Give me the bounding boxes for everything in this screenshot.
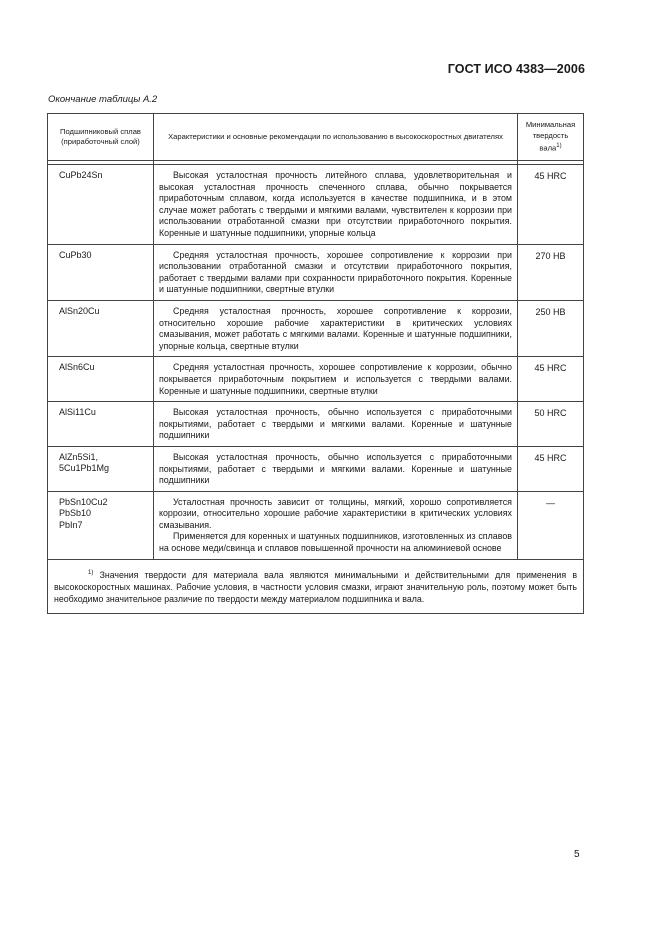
table-row <box>48 402 584 447</box>
alloy-name: AlZn5Si1, <box>59 451 99 462</box>
description-cell <box>154 491 518 559</box>
alloy-cell <box>48 165 154 245</box>
alloy-name: CuPb24Sn <box>59 170 103 181</box>
hardness-cell: 45 HRC <box>518 165 584 245</box>
footnote-ref: 1) <box>556 143 562 149</box>
hardness-cell: — <box>518 491 584 559</box>
alloy-cell <box>48 402 154 447</box>
alloy-name: AlSn20Cu <box>59 305 100 316</box>
description-paragraph: Высокая усталостная прочность, обычно используется с приработочными покрытиями, работает с твердыми и мягкими валами. Коренные и шатунные подшипники <box>159 407 512 441</box>
table-caption: Окончание таблицы А.2 <box>48 94 158 105</box>
alloy-name: PbSn10Cu2 <box>59 496 108 507</box>
description-cell <box>154 244 518 300</box>
header-hardness <box>518 114 584 161</box>
alloy-cell <box>48 491 154 559</box>
alloy-cell <box>48 244 154 300</box>
description-paragraph: Применяется для коренных и шатунных подшипников, изготовленных из сплавов на основе меди/свинца и сплавов повышенной прочности на алюминиевой основе <box>159 531 512 554</box>
table-row <box>48 357 584 402</box>
alloy-cell <box>48 446 154 491</box>
footnote-cell <box>48 559 584 613</box>
description-cell <box>154 446 518 491</box>
description-paragraph: Усталостная прочность зависит от толщины, мягкий, хорошо сопротивляется коррозии, относительно хорошие рабочие характеристики в критических условиях смазывания. <box>159 496 512 530</box>
footnote-marker: 1) <box>88 569 94 576</box>
description-cell <box>154 300 518 356</box>
table-row <box>48 446 584 491</box>
hardness-cell: 45 HRC <box>518 446 584 491</box>
hardness-cell: 250 HB <box>518 300 584 356</box>
table-row <box>48 244 584 300</box>
alloy-name: AlSn6Cu <box>59 362 95 373</box>
alloy-name: PbIn7 <box>59 519 83 530</box>
description-paragraph: Средняя усталостная прочность, хорошее сопротивление к коррозии при использовании отработанной смазки и отсутствии приработочного покрытия, работает с твердыми валами при сохранности приработочного покрытия. Коренные и шатунные подшипники, свертные втулки <box>159 249 512 295</box>
hardness-cell: 270 HB <box>518 244 584 300</box>
table-header-row <box>48 114 584 161</box>
hardness-cell: 50 HRC <box>518 402 584 447</box>
description-cell <box>154 165 518 245</box>
description-paragraph: Высокая усталостная прочность, обычно используется с приработочными покрытиями, работает с твердыми и мягкими валами. Коренные и шатунные подшипники <box>159 451 512 486</box>
alloy-cell <box>48 300 154 356</box>
table-row <box>48 300 584 356</box>
header-characteristics: Характеристики и основные рекомендации по использованию в высокоскоростных двигателях <box>154 114 518 161</box>
alloy-name: AlSi11Cu <box>59 407 96 418</box>
header-alloy: Подшипниковый сплав (приработочный слой) <box>48 114 154 161</box>
alloy-name: PbSb10 <box>59 508 92 519</box>
alloy-name: CuPb30 <box>59 249 92 260</box>
alloys-table <box>47 113 584 614</box>
description-cell <box>154 357 518 402</box>
alloy-cell <box>48 357 154 402</box>
hardness-cell: 45 HRC <box>518 357 584 402</box>
header-hardness-label: Минимальная твердость вала <box>525 120 576 153</box>
footnote-row <box>48 559 584 613</box>
description-cell <box>154 402 518 447</box>
alloy-name: 5Cu1Pb1Mg <box>59 463 110 474</box>
footnote-text: Значения твердости для материала вала являются минимальными и действительными для применения в высокоскоростных машинах. Рабочие условия, в частности условия смазки, играют значительную роль, поэтому может быть необходимо значительное различие по твердости между материалом подшипника и вала. <box>54 569 577 604</box>
document-title: ГОСТ ИСО 4383—2006 <box>447 62 585 76</box>
description-paragraph: Средняя усталостная прочность, хорошее сопротивление к коррозии, относительно хорошие рабочие характеристики в критических условиях смазывания, может работать с мягкими валами. Коренные и шатунные подшипники, упорные кольца, свертные втулки <box>159 305 512 351</box>
page-number: 5 <box>574 849 580 860</box>
table-row <box>48 491 584 559</box>
description-paragraph: Высокая усталостная прочность литейного сплава, удовлетворительная и высокая усталостная прочность спеченного сплава, обычно покрывается приработочным сплавом, когда используется в качестве подшипника, и в этом случае может работать с твердыми и мягкими валами, чувствителен к коррозии при использовании отработанной смазки при отсутствии приработочного покрытия. Коренные и шатунные подшипники, упорные кольца <box>159 170 512 238</box>
table-row <box>48 165 584 245</box>
description-paragraph: Средняя усталостная прочность, хорошее сопротивление к коррозии, обычно покрывается приработочным покрытием и используется с твердыми валами. Коренные и шатунные подшипники, свертные втулки <box>159 362 512 396</box>
